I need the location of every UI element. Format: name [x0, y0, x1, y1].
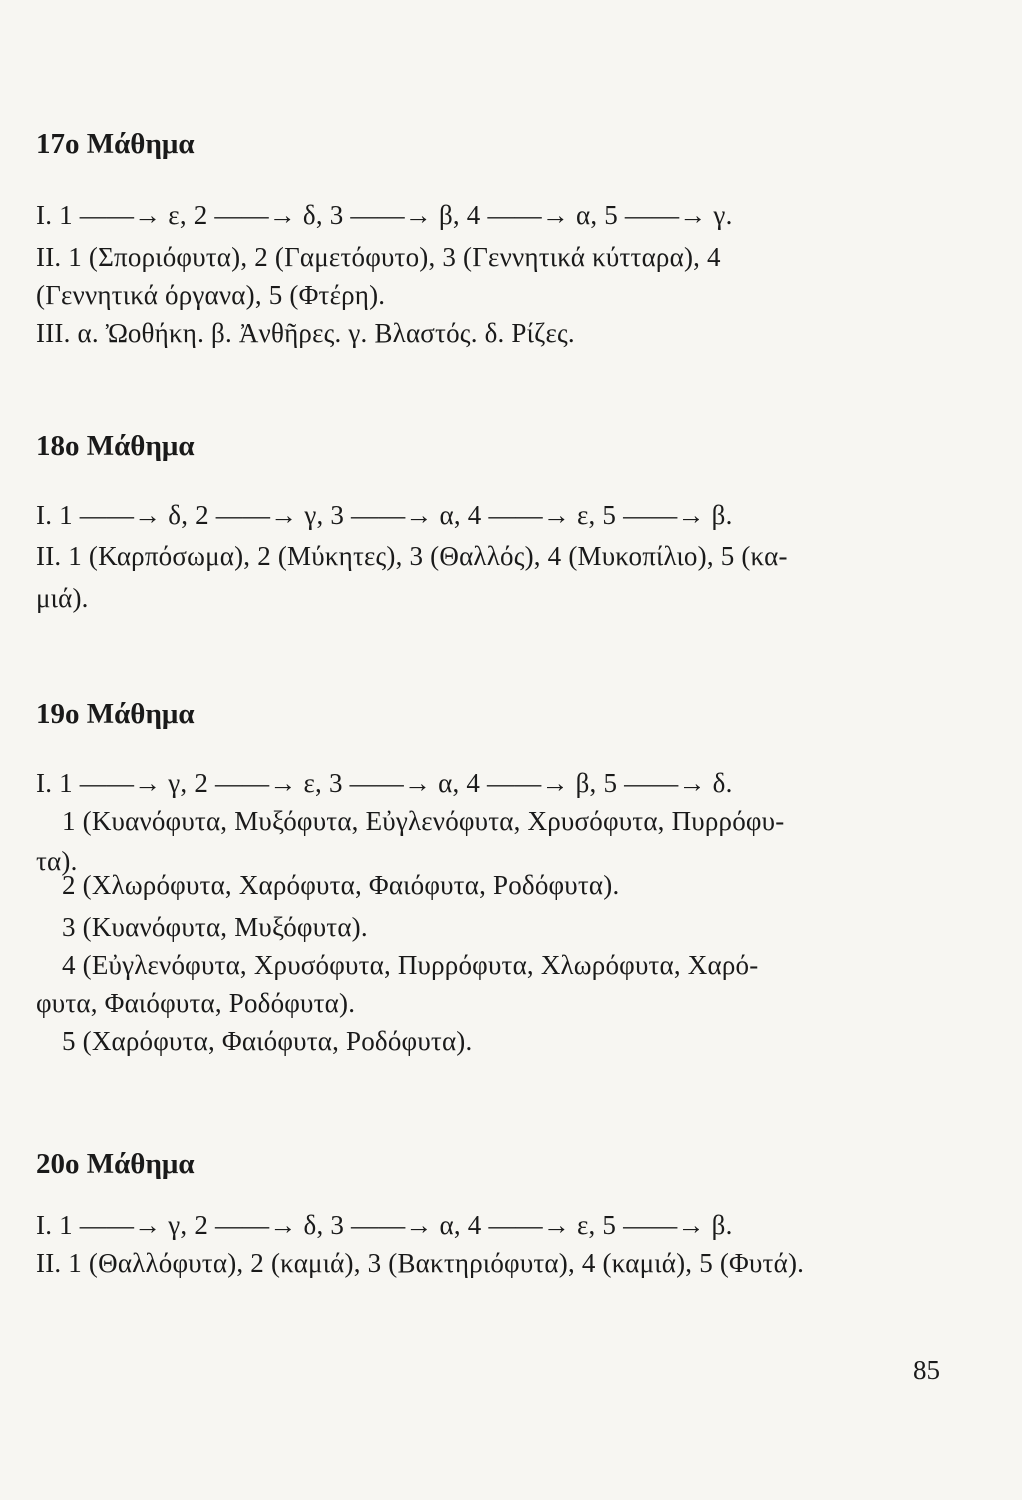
lesson-heading: 18ο Μάθημα [36, 430, 195, 462]
answer-line: (Γεννητικά όργανα), 5 (Φτέρη). [36, 280, 386, 310]
answer-line: 1 (Κυανόφυτα, Μυξόφυτα, Εὐγλενόφυτα, Χρυσόφυτα, Πυρρόφυ- [62, 806, 785, 836]
answer-line: Ι. 1 ——→ δ, 2 ——→ γ, 3 ——→ α, 4 ——→ ε, 5 ——→ β. [36, 500, 733, 530]
answer-line: ΙΙ. 1 (Θαλλόφυτα), 2 (καμιά), 3 (Βακτηριόφυτα), 4 (καμιά), 5 (Φυτά). [36, 1248, 805, 1278]
lesson-heading: 20ο Μάθημα [36, 1148, 195, 1180]
answer-line: Ι. 1 ——→ ε, 2 ——→ δ, 3 ——→ β, 4 ——→ α, 5 ——→ γ. [36, 200, 733, 230]
lesson-heading: 19ο Μάθημα [36, 698, 195, 730]
answer-line: τα). [36, 846, 78, 876]
answer-line: Ι. 1 ——→ γ, 2 ——→ ε, 3 ——→ α, 4 ——→ β, 5 ——→ δ. [36, 768, 733, 798]
answer-line: 2 (Χλωρόφυτα, Χαρόφυτα, Φαιόφυτα, Ροδόφυτα). [62, 870, 620, 900]
answer-line: Ι. 1 ——→ γ, 2 ——→ δ, 3 ——→ α, 4 ——→ ε, 5 ——→ β. [36, 1210, 733, 1240]
answer-line: ΙΙ. 1 (Καρπόσωμα), 2 (Μύκητες), 3 (Θαλλός), 4 (Μυκοπίλιο), 5 (κα- [36, 541, 788, 571]
answer-line: ΙΙ. 1 (Σποριόφυτα), 2 (Γαμετόφυτο), 3 (Γεννητικά κύτταρα), 4 [36, 242, 721, 272]
answer-line: 3 (Κυανόφυτα, Μυξόφυτα). [62, 912, 368, 942]
answer-line: 5 (Χαρόφυτα, Φαιόφυτα, Ροδόφυτα). [62, 1026, 473, 1056]
answer-line: μιά). [36, 583, 89, 613]
answer-line: φυτα, Φαιόφυτα, Ροδόφυτα). [36, 988, 356, 1018]
lesson-heading: 17ο Μάθημα [36, 128, 195, 160]
answer-line: 4 (Εὐγλενόφυτα, Χρυσόφυτα, Πυρρόφυτα, Χλωρόφυτα, Χαρό- [62, 950, 759, 980]
answer-line: ΙΙΙ. α. Ὠοθήκη. β. Ἀνθῆρες. γ. Βλαστός. δ. Ρίζες. [36, 318, 575, 348]
page-number: 85 [913, 1355, 940, 1385]
